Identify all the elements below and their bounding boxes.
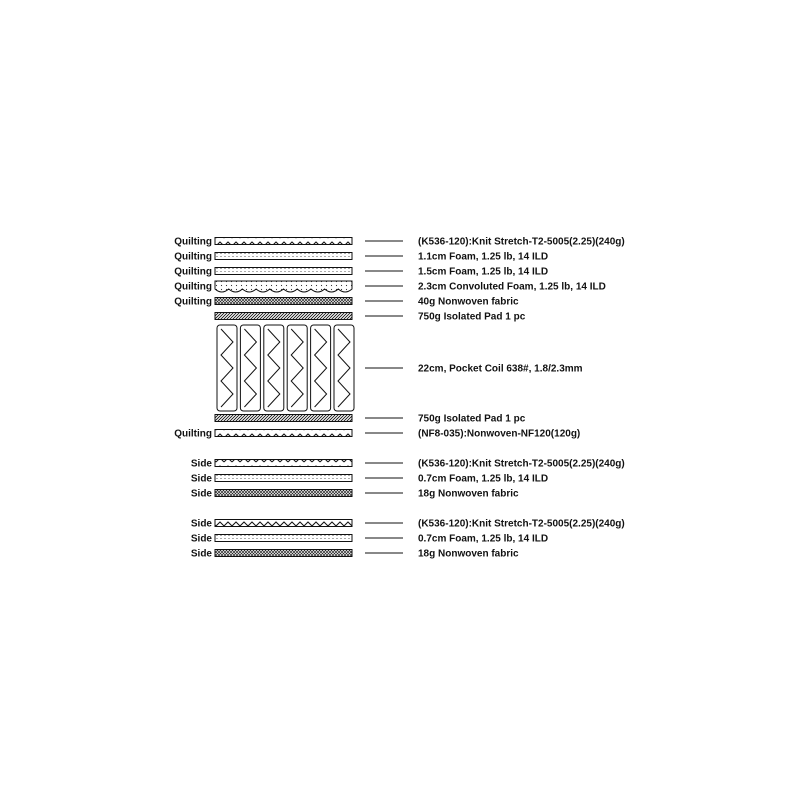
pocket-coil-icon: [311, 325, 331, 411]
layer-side-label: Quilting: [174, 251, 212, 263]
layer-spec-label: 0.7cm Foam, 1.25 lb, 14 ILD: [418, 533, 549, 545]
layer-row: [174, 267, 548, 278]
layer-row: [215, 312, 526, 323]
layer-spec-label: (K536-120):Knit Stretch-T2-5005(2.25)(240g): [418, 518, 625, 530]
layer-spec-label: 18g Nonwoven fabric: [418, 488, 519, 500]
layer-row: [174, 237, 625, 248]
layer-side-label: Side: [190, 533, 212, 545]
layer-side-label: Side: [190, 548, 212, 560]
layer-row: [174, 252, 548, 263]
pocket-coil-icon: [264, 325, 284, 411]
layer-side-label: Quilting: [174, 236, 212, 248]
layer-row: [217, 325, 583, 411]
zigzag-layer-bar: [215, 238, 352, 245]
layer-spec-label: 22cm, Pocket Coil 638#, 1.8/2.3mm: [418, 363, 583, 375]
layer-row: [191, 534, 548, 545]
convoluted-foam-layer: [215, 281, 352, 292]
dots-layer-bar: [215, 475, 352, 482]
layer-spec-label: 2.3cm Convoluted Foam, 1.25 lb, 14 ILD: [418, 281, 606, 293]
layer-row: [191, 519, 625, 530]
layer-side-label: Side: [190, 458, 212, 470]
layer-row: [215, 414, 526, 425]
crosshatch-layer-bar: [215, 550, 352, 557]
layer-row: [174, 297, 519, 308]
layer-spec-label: 1.5cm Foam, 1.25 lb, 14 ILD: [418, 266, 549, 278]
pocket-coil-icon: [217, 325, 237, 411]
dots-layer-bar: [215, 253, 352, 260]
layer-side-label: Quilting: [174, 266, 212, 278]
layer-spec-label: (K536-120):Knit Stretch-T2-5005(2.25)(240g): [418, 458, 625, 470]
layer-side-label: Quilting: [174, 428, 212, 440]
layer-spec-label: 750g Isolated Pad 1 pc: [418, 311, 526, 323]
diagonal-layer-bar: [215, 313, 352, 320]
layer-side-label: Side: [190, 488, 212, 500]
layer-spec-label: (K536-120):Knit Stretch-T2-5005(2.25)(240g): [418, 236, 625, 248]
layer-row: [191, 474, 548, 485]
layer-spec-label: 18g Nonwoven fabric: [418, 548, 519, 560]
layer-spec-label: (NF8-035):Nonwoven-NF120(120g): [418, 428, 581, 440]
zigzag-layer-bar: [215, 430, 352, 437]
layer-row: [191, 549, 519, 560]
zigzag-layer-bar: [215, 520, 352, 527]
layer-row: [191, 459, 625, 470]
crosshatch-layer-bar: [215, 490, 352, 497]
layer-side-label: Side: [190, 518, 212, 530]
layer-row: [174, 281, 606, 293]
layer-row: [174, 429, 580, 440]
pocket-coil-icon: [287, 325, 307, 411]
layer-spec-label: 750g Isolated Pad 1 pc: [418, 413, 526, 425]
pocket-coil-icon: [240, 325, 260, 411]
layer-row: [191, 489, 519, 500]
diagonal-layer-bar: [215, 415, 352, 422]
layer-side-label: Side: [190, 473, 212, 485]
layer-spec-label: 1.1cm Foam, 1.25 lb, 14 ILD: [418, 251, 549, 263]
dots-layer-bar: [215, 268, 352, 275]
zigzag-layer-bar: [215, 460, 352, 467]
layer-side-label: Quilting: [174, 281, 212, 293]
dots-layer-bar: [215, 535, 352, 542]
layer-spec-label: 0.7cm Foam, 1.25 lb, 14 ILD: [418, 473, 549, 485]
layer-side-label: Quilting: [174, 296, 212, 308]
layer-spec-label: 40g Nonwoven fabric: [418, 296, 519, 308]
pocket-coil-icon: [334, 325, 354, 411]
crosshatch-layer-bar: [215, 298, 352, 305]
